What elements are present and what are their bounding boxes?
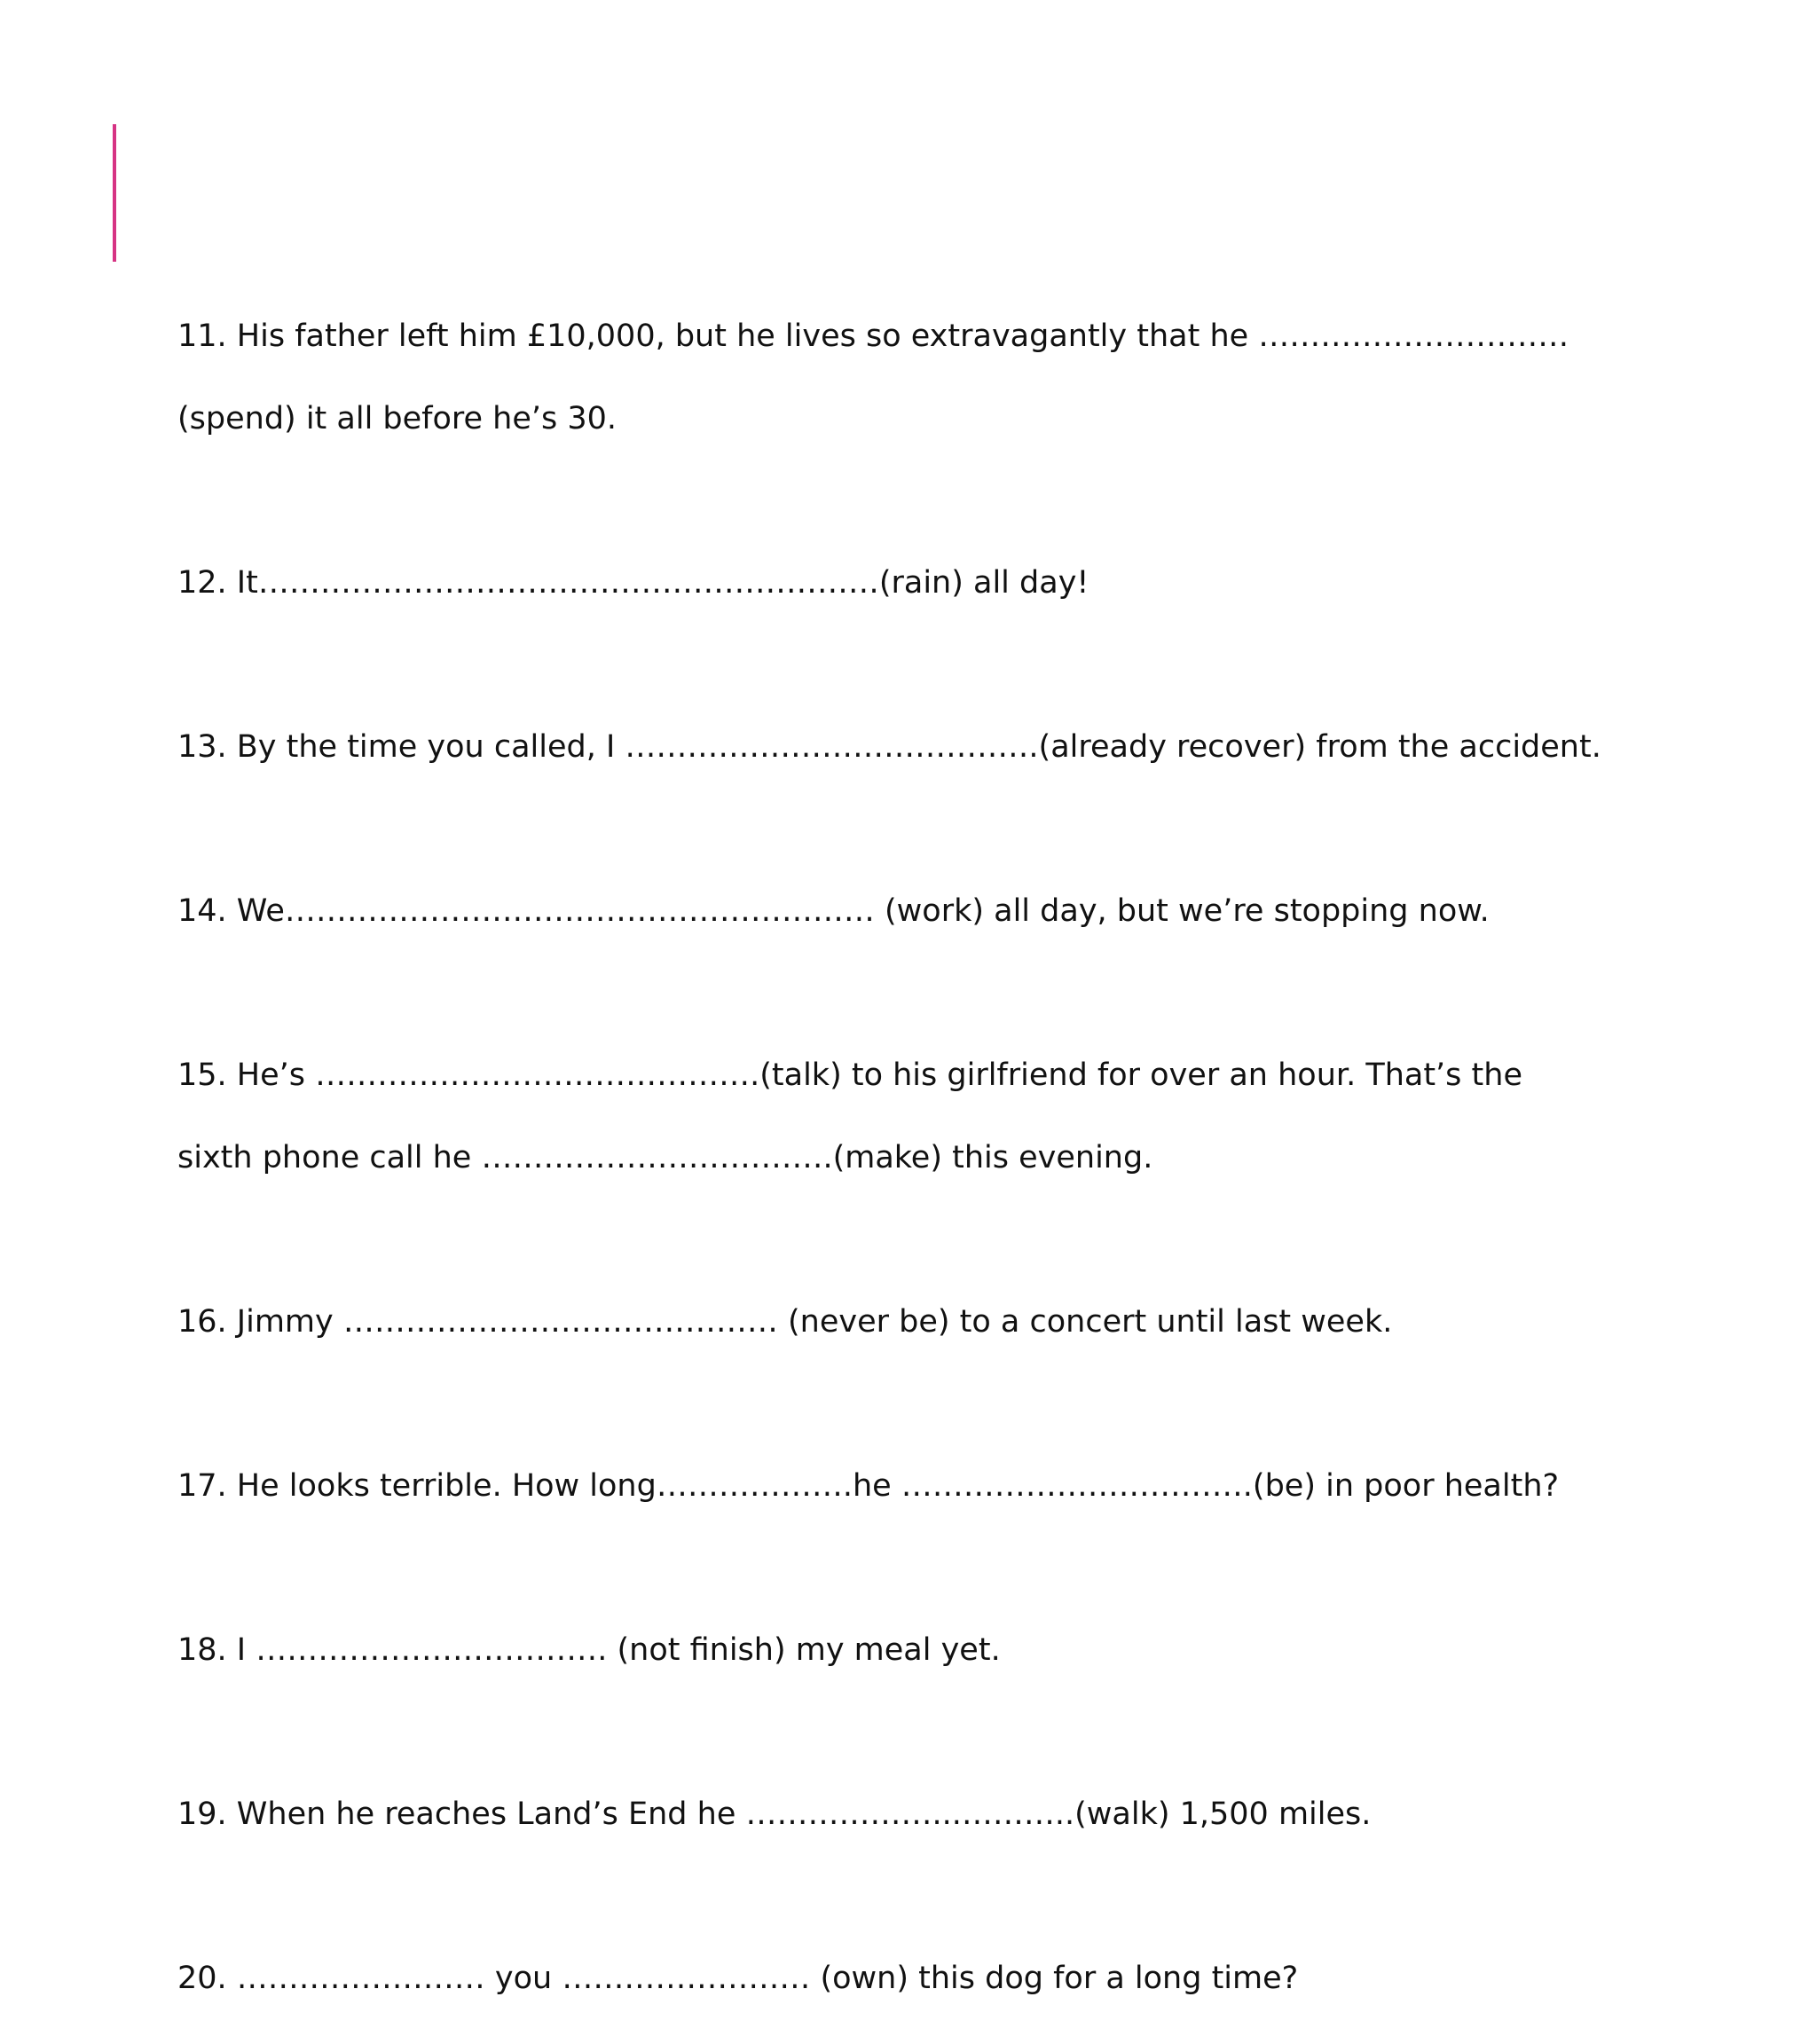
exercise-text: 18. I ……………………………. (not finish) my meal yet. — [177, 1632, 1001, 1668]
exercise-text: 16. Jimmy …………………………………… (never be) to a concert until last week. — [177, 1304, 1393, 1340]
accent-bar — [113, 124, 116, 262]
exercise-item — [177, 1418, 1650, 1555]
exercise-text: 15. He’s …………………………………….(talk) to his girlfriend for over an hour. That’s the — [177, 1057, 1522, 1093]
exercise-item — [177, 843, 1650, 980]
exercise-item — [177, 268, 1650, 488]
exercise-item — [177, 1582, 1650, 1719]
exercise-list — [177, 268, 1650, 2044]
exercise-item — [177, 1910, 1650, 2044]
exercise-text: 17. He looks terrible. How long……………….he …………………………….(be) in poor health? — [177, 1468, 1560, 1504]
exercise-text: 11. His father left him £10,000, but he lives so extravagantly that he ………………………… — [177, 318, 1569, 354]
exercise-text: 20. …………………… you …………………… (own) this dog for a long time? — [177, 1961, 1299, 1996]
exercise-text: 14. We………………………………………………… (work) all day, but we’re stopping now. — [177, 893, 1490, 929]
exercise-item — [177, 515, 1650, 652]
exercise-text: 19. When he reaches Land’s End he ………………...………..(walk) 1,500 miles. — [177, 1796, 1372, 1832]
exercise-text: (spend) it all before he’s 30. — [177, 401, 617, 436]
exercise-item — [177, 1007, 1650, 1227]
exercise-text: sixth phone call he …………………………….(make) this evening. — [177, 1140, 1153, 1175]
exercise-item — [177, 1254, 1650, 1391]
exercise-text: 12. It……………………………………………………(rain) all day! — [177, 565, 1089, 601]
exercise-item — [177, 1746, 1650, 1883]
exercise-item — [177, 679, 1650, 816]
exercise-text: 13. By the time you called, I ………………………………….(already recover) from the accident. — [177, 729, 1601, 765]
